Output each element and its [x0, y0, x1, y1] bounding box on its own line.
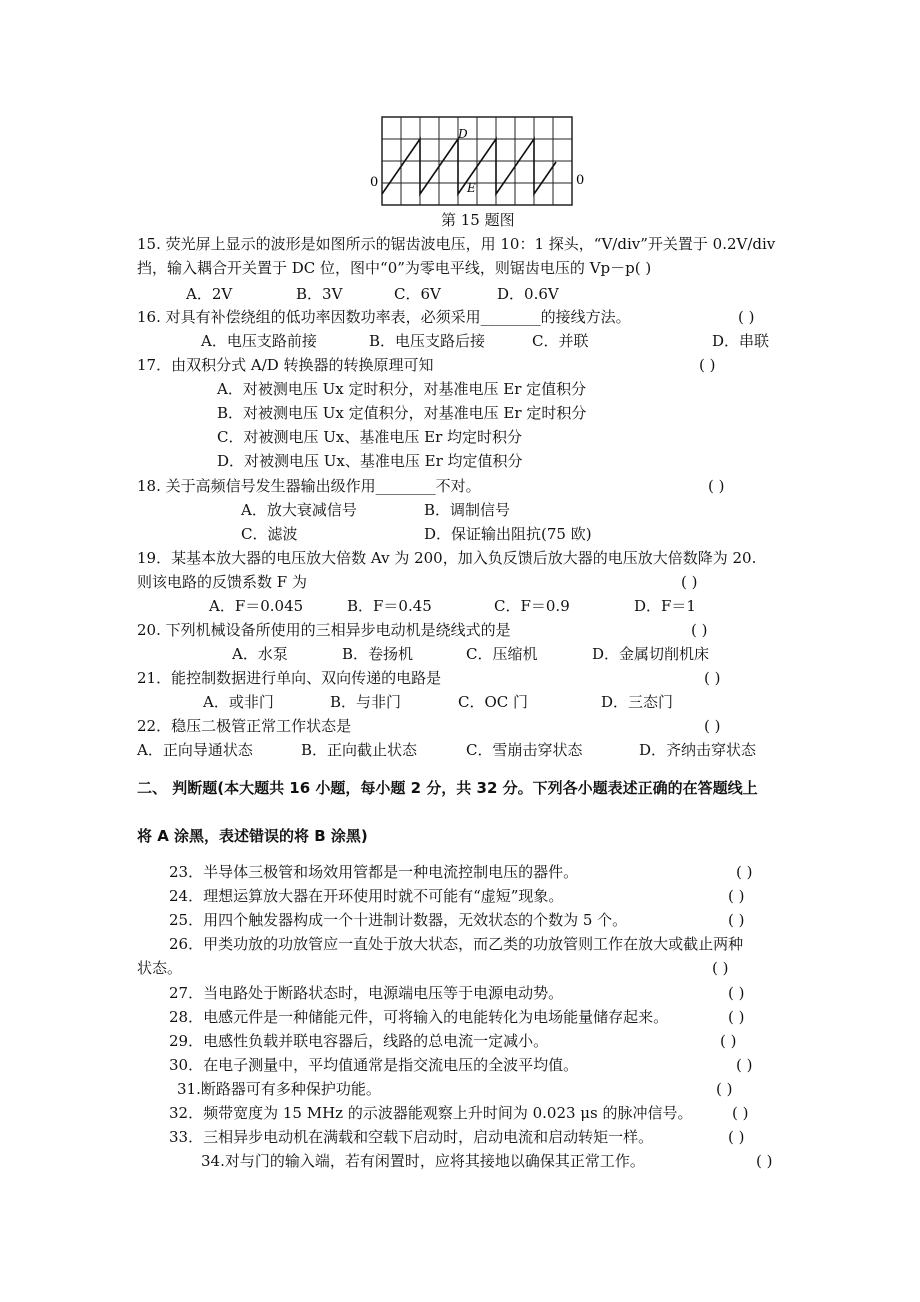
q18-stem: 18. 关于高频信号发生器输出级作用________不对。	[137, 477, 481, 495]
section2-heading-line1: 二、 判断题(本大题共 16 小题，每小题 2 分，共 32 分。下列各小题表述正确的在答题线上	[137, 779, 758, 797]
q19-answer-paren[interactable]: ( )	[681, 573, 698, 591]
q21-option-b[interactable]: B．与非门	[330, 693, 402, 711]
q22-option-c[interactable]: C．雪崩击穿状态	[466, 741, 583, 759]
q19-option-a[interactable]: A．F＝0.045	[209, 597, 304, 615]
tf-item-26-cont: 状态。	[137, 959, 183, 977]
q19-option-c[interactable]: C．F＝0.9	[494, 597, 570, 615]
q15-option-c[interactable]: C．6V	[394, 285, 441, 303]
q16-option-b[interactable]: B．电压支路后接	[369, 332, 486, 350]
q19-option-d[interactable]: D．F＝1	[634, 597, 696, 615]
tf-item-25: 25．用四个触发器构成一个十进制计数器，无效状态的个数为 5 个。	[169, 911, 628, 929]
q20-stem: 20. 下列机械设备所使用的三相异步电动机是绕线式的是	[137, 621, 511, 639]
figure-caption: 第 15 题图	[441, 211, 515, 229]
tf-item-29: 29．电感性负载并联电容器后，线路的总电流一定减小。	[169, 1032, 549, 1050]
q20-answer-paren[interactable]: ( )	[691, 621, 708, 639]
q15-option-b[interactable]: B．3V	[296, 285, 343, 303]
q20-option-a[interactable]: A．水泵	[232, 645, 288, 663]
q22-option-d[interactable]: D．齐纳击穿状态	[639, 741, 757, 759]
q18-option-c[interactable]: C．滤波	[241, 525, 298, 543]
label-e: E	[467, 181, 476, 195]
q21-answer-paren[interactable]: ( )	[704, 669, 721, 687]
q22-option-a[interactable]: A．正向导通状态	[137, 741, 253, 759]
tf-item-26-paren[interactable]: ( )	[712, 959, 729, 977]
tf-item-26: 26．甲类功放的功放管应一直处于放大状态，而乙类的功放管则工作在放大或截止两种	[169, 935, 744, 953]
q20-option-d[interactable]: D．金属切削机床	[592, 645, 710, 663]
tf-item-23-paren[interactable]: ( )	[736, 863, 753, 881]
tf-item-31-paren[interactable]: ( )	[716, 1080, 733, 1098]
q17-option-a[interactable]: A．对被测电压 Ux 定时积分，对基准电压 Er 定值积分	[217, 380, 587, 398]
zero-level-left: 0	[370, 175, 379, 190]
tf-item-24-paren[interactable]: ( )	[728, 887, 745, 905]
q21-stem: 21．能控制数据进行单向、双向传递的电路是	[137, 669, 442, 687]
q17-option-c[interactable]: C．对被测电压 Ux、基准电压 Er 均定时积分	[217, 428, 523, 446]
q18-option-d[interactable]: D．保证输出阻抗(75 欧)	[424, 525, 592, 543]
q17-option-d[interactable]: D．对被测电压 Ux、基准电压 Er 均定值积分	[217, 452, 523, 470]
tf-item-25-paren[interactable]: ( )	[728, 911, 745, 929]
tf-item-33-paren[interactable]: ( )	[728, 1128, 745, 1146]
q22-option-b[interactable]: B．正向截止状态	[301, 741, 418, 759]
tf-item-34-paren[interactable]: ( )	[756, 1152, 773, 1170]
q21-option-a[interactable]: A．或非门	[203, 693, 274, 711]
q22-stem: 22．稳压二极管正常工作状态是	[137, 717, 352, 735]
tf-item-31: 31.断路器可有多种保护功能。	[177, 1080, 381, 1098]
q22-answer-paren[interactable]: ( )	[704, 717, 721, 735]
q20-option-c[interactable]: C．压缩机	[466, 645, 538, 663]
oscilloscope-figure	[366, 112, 596, 212]
tf-item-34: 34.对与门的输入端，若有闲置时，应将其接地以确保其正常工作。	[201, 1152, 645, 1170]
q21-option-d[interactable]: D．三态门	[601, 693, 674, 711]
tf-item-27-paren[interactable]: ( )	[728, 984, 745, 1002]
tf-item-28: 28．电感元件是一种储能元件，可将输入的电能转化为电场能量储存起来。	[169, 1008, 669, 1026]
oscilloscope-grid	[382, 117, 572, 205]
q18-option-b[interactable]: B．调制信号	[424, 501, 511, 519]
tf-item-23: 23．半导体三极管和场效用管都是一种电流控制电压的器件。	[169, 863, 579, 881]
q21-option-c[interactable]: C．OC 门	[458, 693, 529, 711]
q15-option-a[interactable]: A．2V	[186, 285, 233, 303]
q17-option-b[interactable]: B．对被测电压 Ux 定值积分，对基准电压 Er 定时积分	[217, 404, 587, 422]
label-d: D	[458, 127, 468, 141]
q15-line1: 15. 荧光屏上显示的波形是如图所示的锯齿波电压，用 10：1 探头，“V/div”开关置于 0.2V/div	[137, 235, 776, 253]
tf-item-28-paren[interactable]: ( )	[728, 1008, 745, 1026]
q19-option-b[interactable]: B．F＝0.45	[347, 597, 432, 615]
tf-item-32: 32．频带宽度为 15 MHz 的示波器能观察上升时间为 0.023 μs 的脉冲信号。	[169, 1104, 693, 1122]
q19-line1: 19．某基本放大器的电压放大倍数 Av 为 200，加入负反馈后放大器的电压放大倍数降为 20.	[137, 549, 757, 567]
tf-item-27: 27．当电路处于断路状态时，电源端电压等于电源电动势。	[169, 984, 564, 1002]
q15-line2: 挡，输入耦合开关置于 DC 位，图中“0”为零电平线，则锯齿电压的 Vp－p( )	[137, 259, 652, 277]
q18-option-a[interactable]: A．放大衰减信号	[241, 501, 357, 519]
q18-answer-paren[interactable]: ( )	[708, 477, 725, 495]
q16-option-d[interactable]: D．串联	[712, 332, 770, 350]
q16-stem: 16. 对具有补偿绕组的低功率因数功率表，必须采用________的接线方法。	[137, 308, 631, 326]
q17-stem: 17．由双积分式 A/D 转换器的转换原理可知	[137, 356, 434, 374]
tf-item-32-paren[interactable]: ( )	[732, 1104, 749, 1122]
q16-answer-paren[interactable]: ( )	[738, 308, 755, 326]
tf-item-30: 30．在电子测量中，平均值通常是指交流电压的全波平均值。	[169, 1056, 579, 1074]
q19-line2: 则该电路的反馈系数 F 为	[137, 573, 307, 591]
q20-option-b[interactable]: B．卷扬机	[342, 645, 414, 663]
q17-answer-paren[interactable]: ( )	[699, 356, 716, 374]
zero-level-right: 0	[576, 173, 585, 188]
tf-item-24: 24．理想运算放大器在开环使用时就不可能有“虚短”现象。	[169, 887, 564, 905]
tf-item-33: 33．三相异步电动机在满载和空载下启动时，启动电流和启动转矩一样。	[169, 1128, 654, 1146]
tf-item-29-paren[interactable]: ( )	[720, 1032, 737, 1050]
tf-item-30-paren[interactable]: ( )	[736, 1056, 753, 1074]
q16-option-a[interactable]: A．电压支路前接	[201, 332, 317, 350]
section2-heading-line2: 将 A 涂黑，表述错误的将 B 涂黑)	[137, 827, 368, 845]
q16-option-c[interactable]: C．并联	[532, 332, 589, 350]
q15-option-d[interactable]: D．0.6V	[497, 285, 559, 303]
